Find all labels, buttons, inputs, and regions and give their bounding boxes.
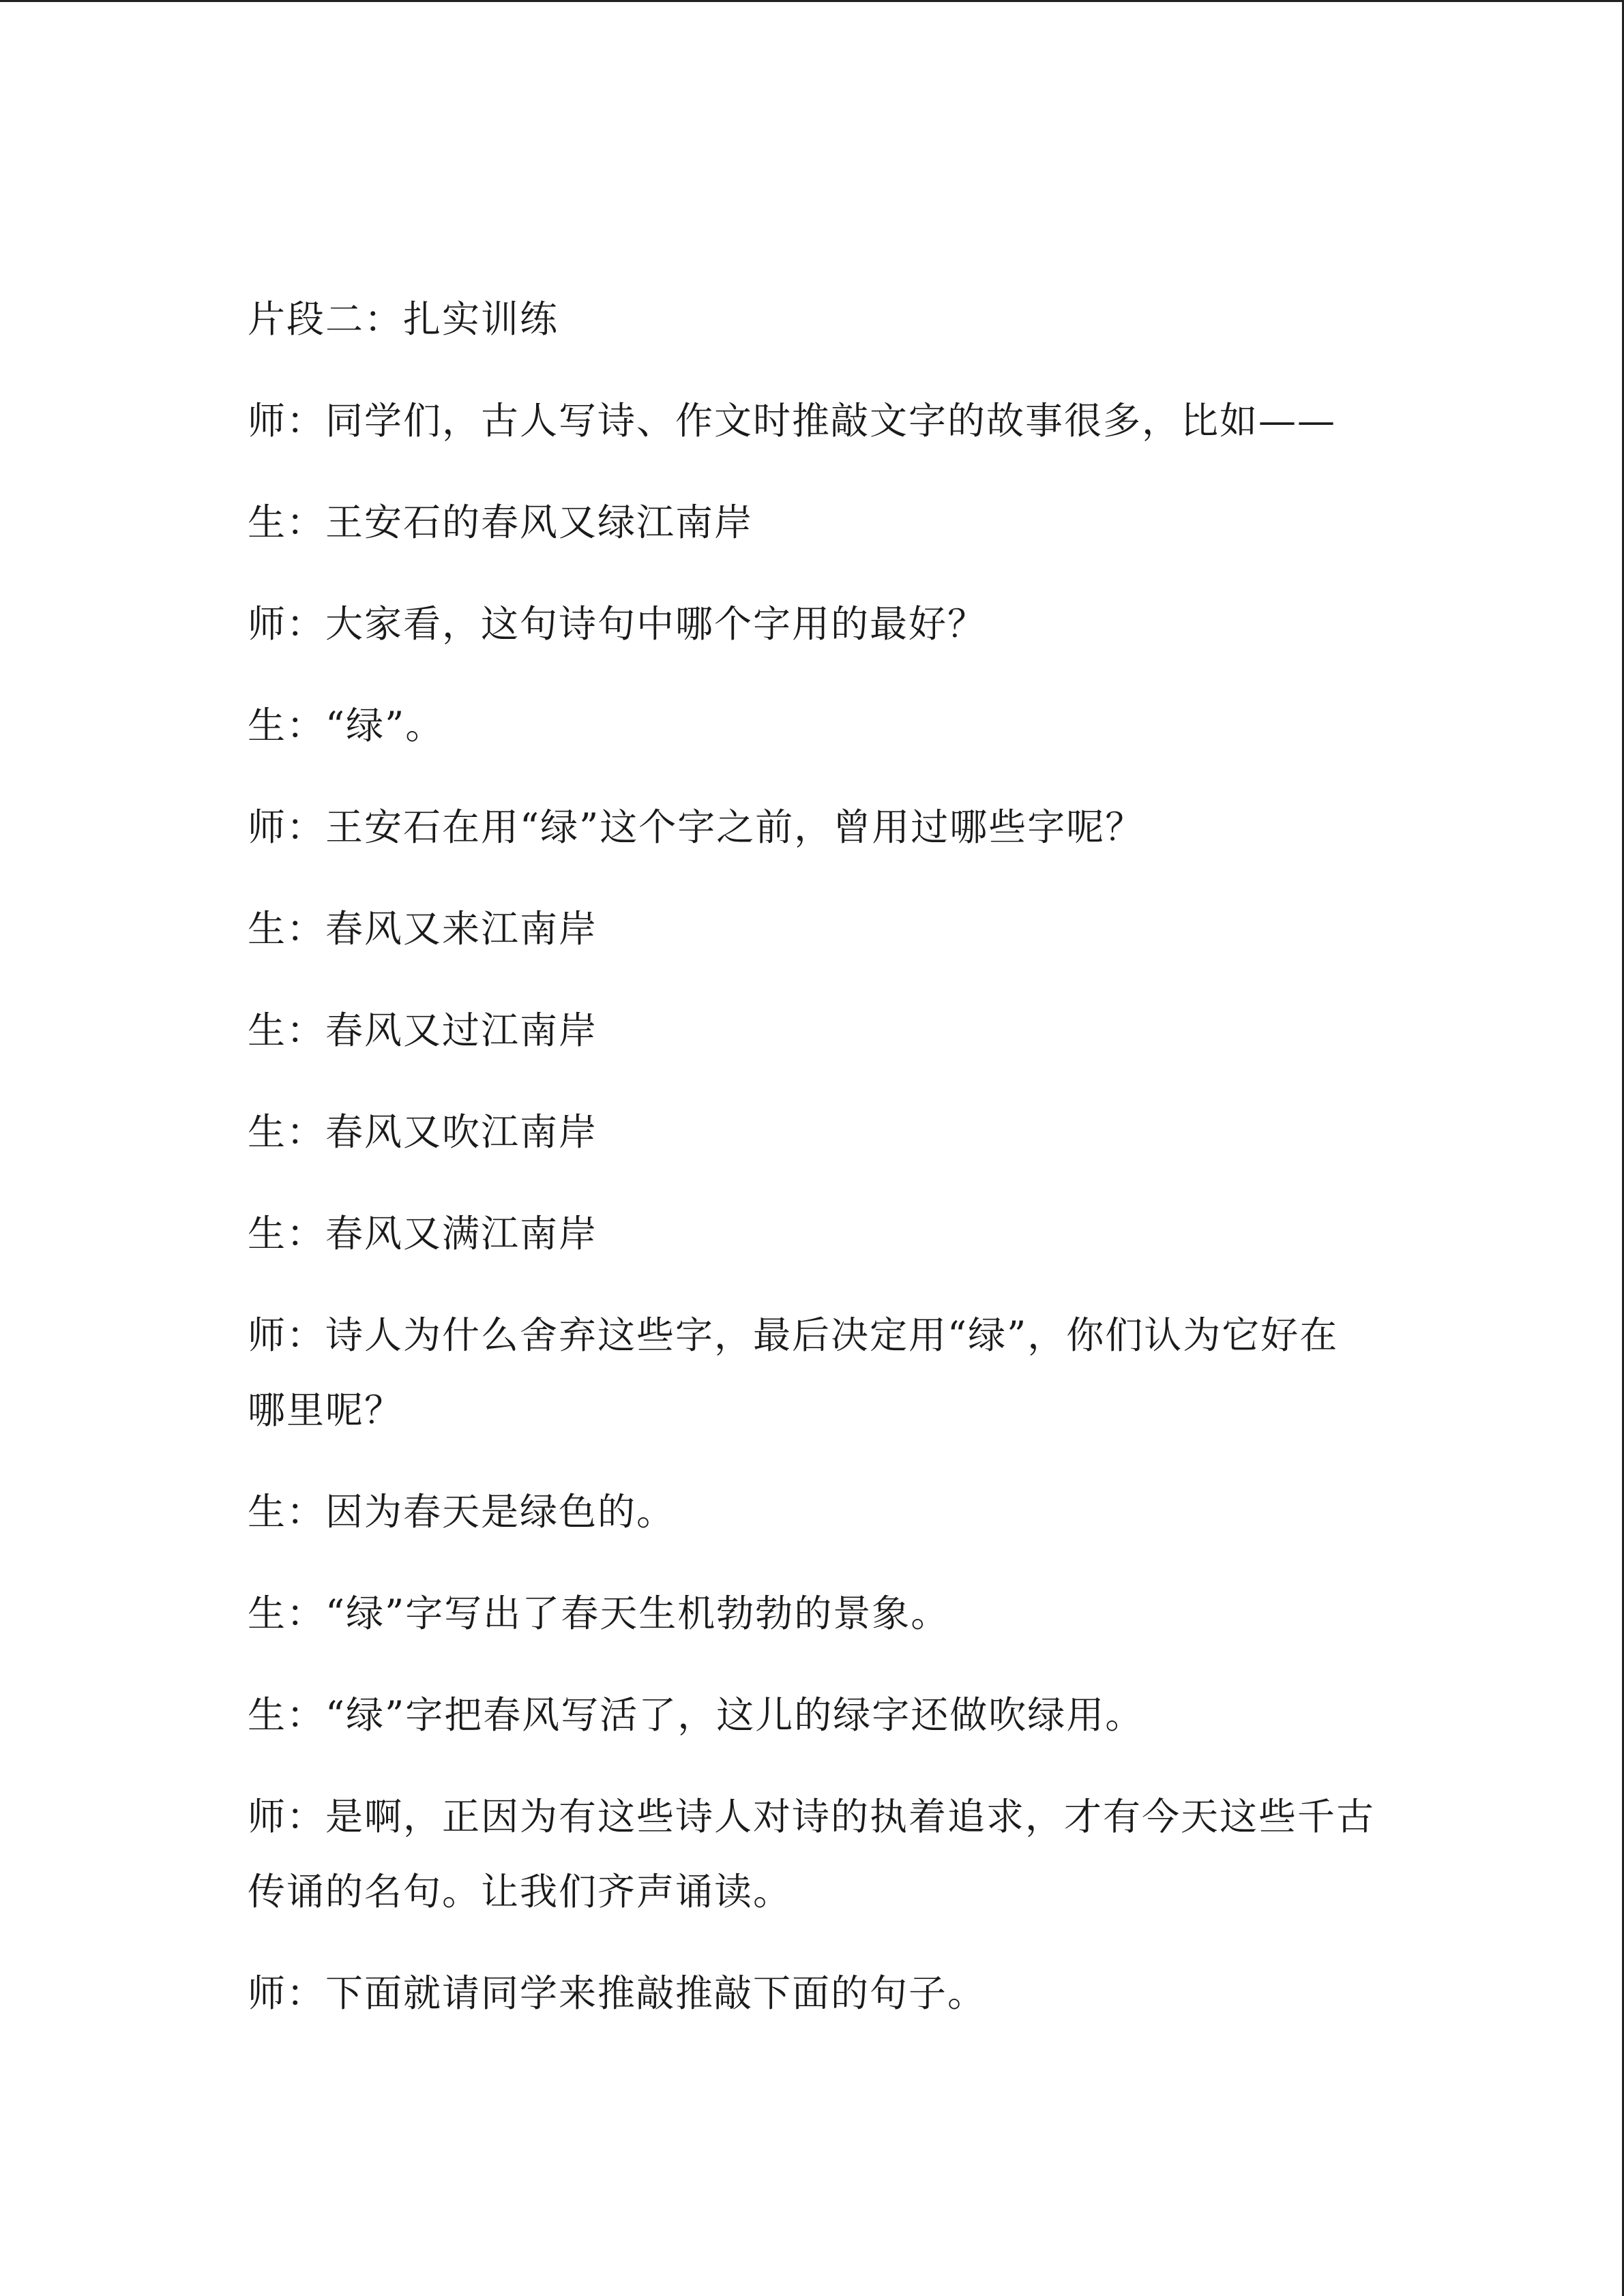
text-line: 师：诗人为什么舍弃这些字，最后决定用“绿”，你们认为它好在 (248, 1313, 1339, 1357)
text-line: 生：“绿”字写出了春天生机勃勃的景象。 (248, 1592, 950, 1635)
dialogue-paragraph (248, 1485, 1366, 1539)
text-line: 生：春风又吹江南岸 (248, 1110, 598, 1154)
text-line: 传诵的名句。让我们齐声诵读。 (248, 1870, 793, 1913)
text-line: 师：是啊，正因为有这些诗人对诗的执着追求，才有今天这些千古 (248, 1795, 1376, 1838)
text-line: 师：同学们，古人写诗、作文时推敲文字的故事很多，比如—— (248, 399, 1337, 443)
dialogue-paragraph (248, 393, 1366, 448)
text-line: 哪里呢？ (248, 1388, 404, 1432)
dialogue-paragraph (248, 1966, 1366, 2021)
text-line: 生：春风又满江南岸 (248, 1212, 598, 1255)
text-line: 生：“绿”字把春风写活了，这儿的绿字还做吹绿用。 (248, 1693, 1145, 1737)
dialogue-paragraph (248, 1308, 1366, 1437)
dialogue-paragraph (248, 1586, 1366, 1641)
dialogue-paragraph (248, 1206, 1366, 1261)
dialogue-paragraph (248, 698, 1366, 753)
text-line: 生：春风又来江南岸 (248, 907, 598, 951)
text-line: 生：因为春天是绿色的。 (248, 1490, 676, 1534)
dialogue-paragraph (248, 800, 1366, 854)
dialogue-paragraph (248, 1688, 1366, 1742)
text-line: 生：春风又过江南岸 (248, 1009, 598, 1052)
dialogue-paragraph (248, 901, 1366, 956)
dialogue-paragraph (248, 1789, 1376, 1919)
document-body (248, 292, 1376, 2068)
text-line: 师：大家看，这句诗句中哪个字用的最好？ (248, 602, 987, 646)
dialogue-paragraph (248, 495, 1366, 550)
section-heading (248, 292, 1366, 346)
text-line: 生：“绿”。 (248, 704, 445, 747)
dialogue-paragraph (248, 1105, 1366, 1159)
text-line: 师：王安石在用“绿”这个字之前，曾用过哪些字呢？ (248, 805, 1145, 849)
dialogue-paragraph (248, 1003, 1366, 1058)
text-line: 片段二：扎实训练 (248, 297, 559, 341)
text-line: 生：王安石的春风又绿江南岸 (248, 501, 754, 544)
text-line: 师：下面就请同学来推敲推敲下面的句子。 (248, 1971, 987, 2015)
dialogue-paragraph (248, 597, 1366, 651)
